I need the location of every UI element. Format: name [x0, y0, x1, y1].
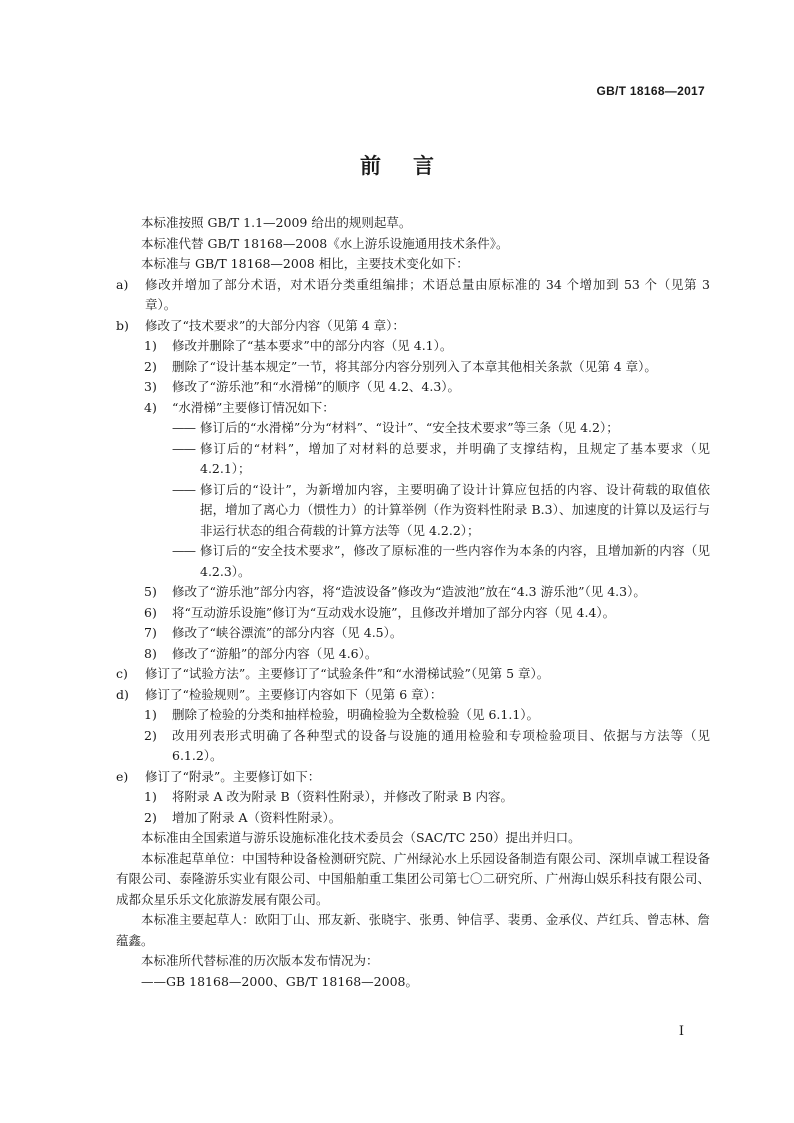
list-item-text: 修改了“峡谷漂流”的部分内容（见 4.5）。 — [172, 625, 403, 640]
list-marker: c) — [116, 666, 128, 681]
paragraph: 本标准由全国索道与游乐设施标准化技术委员会（SAC/TC 250）提出并归口。 — [141, 830, 581, 845]
list-marker: b) — [116, 317, 129, 333]
list-marker: 1) — [144, 789, 157, 804]
list-marker: 3) — [144, 379, 157, 394]
list-marker: d) — [116, 686, 129, 702]
paragraph: 本标准按照 GB/T 1.1—2009 给出的规则起草。 — [141, 215, 412, 230]
list-item-text: 修改了“技术要求”的大部分内容（见第 4 章）： — [145, 317, 405, 333]
document-body — [116, 213, 710, 992]
list-item — [116, 603, 710, 624]
list-item — [116, 336, 710, 357]
paragraph: 本标准代替 GB/T 18168—2008《水上游乐设施通用技术条件》。 — [141, 235, 509, 251]
list-item-text: 修改了“游乐池”部分内容，将“造波设备”修改为“造波池”放在“4.3 游乐池”（见 4.3）。 — [172, 584, 646, 599]
list-item — [116, 644, 710, 665]
list-item-text: 修订后的“水滑梯”分为“材料”、“设计”、“安全技术要求”等三条（见 4.2）； — [200, 420, 619, 435]
paragraph: 本标准所代替标准的历次版本发布情况为： — [141, 953, 379, 968]
list-marker: 2) — [144, 809, 157, 825]
list-marker: —— — [172, 440, 195, 456]
list-item-text: 修订了“检验规则”。主要修订内容如下（见第 6 章）： — [145, 686, 443, 702]
list-item — [116, 316, 710, 337]
list-marker: —— — [172, 481, 195, 497]
list-item — [116, 787, 710, 808]
list-item-text: 修改并删除了“基本要求”中的部分内容（见 4.1）。 — [172, 338, 453, 353]
list-item-text: 修改了“游船”的部分内容（见 4.6）。 — [172, 645, 378, 661]
list-item-text: 删除了“设计基本规定”一节，将其部分内容分别列入了本章其他相关条款（见第 4 章）。 — [172, 358, 657, 374]
list-marker: 2) — [144, 727, 157, 743]
list-item-text: 修订后的“设计”，为新增加内容，主要明确了设计计算应包括的内容、设计荷载的取值依据，增加了离心力（惯性力）的计算举例（作为资料性附录 B.3）、加速度的计算以及运行与非运行状态的组合荷载的计算方法等（见 4.2.2）； — [200, 481, 710, 538]
list-marker: —— — [172, 543, 195, 558]
list-marker: 2) — [144, 358, 157, 374]
list-item — [116, 541, 710, 582]
list-item — [116, 726, 710, 767]
list-marker: 8) — [144, 645, 157, 661]
list-item — [116, 418, 710, 439]
paragraph: 本标准主要起草人：欧阳丁山、邢友新、张晓宇、张勇、钟信孚、裴勇、金承仪、芦红兵、曾志林、詹蕴鑫。 — [116, 912, 710, 948]
list-item-text: 改用列表形式明确了各种型式的设备与设施的通用检验和专项检验项目、依据与方法等（见 6.1.2）。 — [172, 727, 710, 763]
list-item — [116, 664, 710, 685]
list-item-text: 修订了“附录”。主要修订如下： — [145, 768, 321, 784]
list-item-text: 修订后的“安全技术要求”，修改了原标准的一些内容作为本条的内容，且增加新的内容（见 4.2.3）。 — [200, 543, 710, 579]
list-item-text: “水滑梯”主要修订情况如下： — [172, 399, 335, 415]
list-item-text: 删除了检验的分类和抽样检验，明确检验为全数检验（见 6.1.1）。 — [172, 707, 540, 722]
list-item-text: 修订后的“材料”，增加了对材料的总要求，并明确了支撑结构，且规定了基本要求（见 4.2.1）； — [200, 440, 710, 476]
paragraph: 本标准起草单位：中国特种设备检测研究院、广州绿沁水上乐园设备制造有限公司、深圳卓诚工程设备有限公司、泰隆游乐实业有限公司、中国船舶重工集团公司第七〇二研究所、广州海山娱乐科技有限公司、成都众星乐乐文化旅游发展有限公司。 — [116, 850, 710, 907]
list-item — [116, 705, 710, 726]
list-marker: 1) — [144, 707, 157, 722]
list-marker: 4) — [144, 399, 157, 415]
list-item — [116, 685, 710, 706]
list-marker: 6) — [144, 604, 157, 620]
list-item — [116, 480, 710, 542]
list-marker: 1) — [144, 338, 157, 353]
list-item-text: 修改了“游乐池”和“水滑梯”的顺序（见 4.2、4.3）。 — [172, 379, 461, 394]
list-item — [116, 623, 710, 644]
list-marker: a) — [116, 276, 129, 292]
paragraph: 本标准与 GB/T 18168—2008 相比，主要技术变化如下： — [141, 256, 469, 271]
paragraph: ——GB 18168—2000、GB/T 18168—2008。 — [141, 973, 418, 989]
list-item — [116, 439, 710, 480]
list-marker: 7) — [144, 625, 157, 640]
page-number: I — [678, 1024, 684, 1039]
list-item-text: 将“互动游乐设施”修订为“互动戏水设施”，且修改并增加了部分内容（见 4.4）。 — [172, 604, 616, 620]
page-title: 前言 — [360, 154, 466, 178]
list-item-text: 增加了附录 A（资料性附录）。 — [172, 809, 342, 825]
list-item — [116, 357, 710, 378]
list-item — [116, 767, 710, 788]
list-item — [116, 275, 710, 316]
list-item — [116, 582, 710, 603]
standard-number: GB/T 18168—2017 — [596, 84, 705, 98]
list-item — [116, 398, 710, 419]
list-item-text: 修订了“试验方法”。主要修订了“试验条件”和“水滑梯试验”（见第 5 章）。 — [145, 666, 550, 681]
list-item — [116, 377, 710, 398]
list-item-text: 将附录 A 改为附录 B（资料性附录），并修改了附录 B 内容。 — [172, 789, 514, 804]
list-item-text: 修改并增加了部分术语，对术语分类重组编排；术语总量由原标准的 34 个增加到 53 个（见第 3 章）。 — [145, 276, 710, 312]
list-item — [116, 808, 710, 829]
list-marker: —— — [172, 420, 195, 435]
list-marker: 5) — [144, 584, 157, 599]
list-marker: e) — [116, 768, 129, 784]
